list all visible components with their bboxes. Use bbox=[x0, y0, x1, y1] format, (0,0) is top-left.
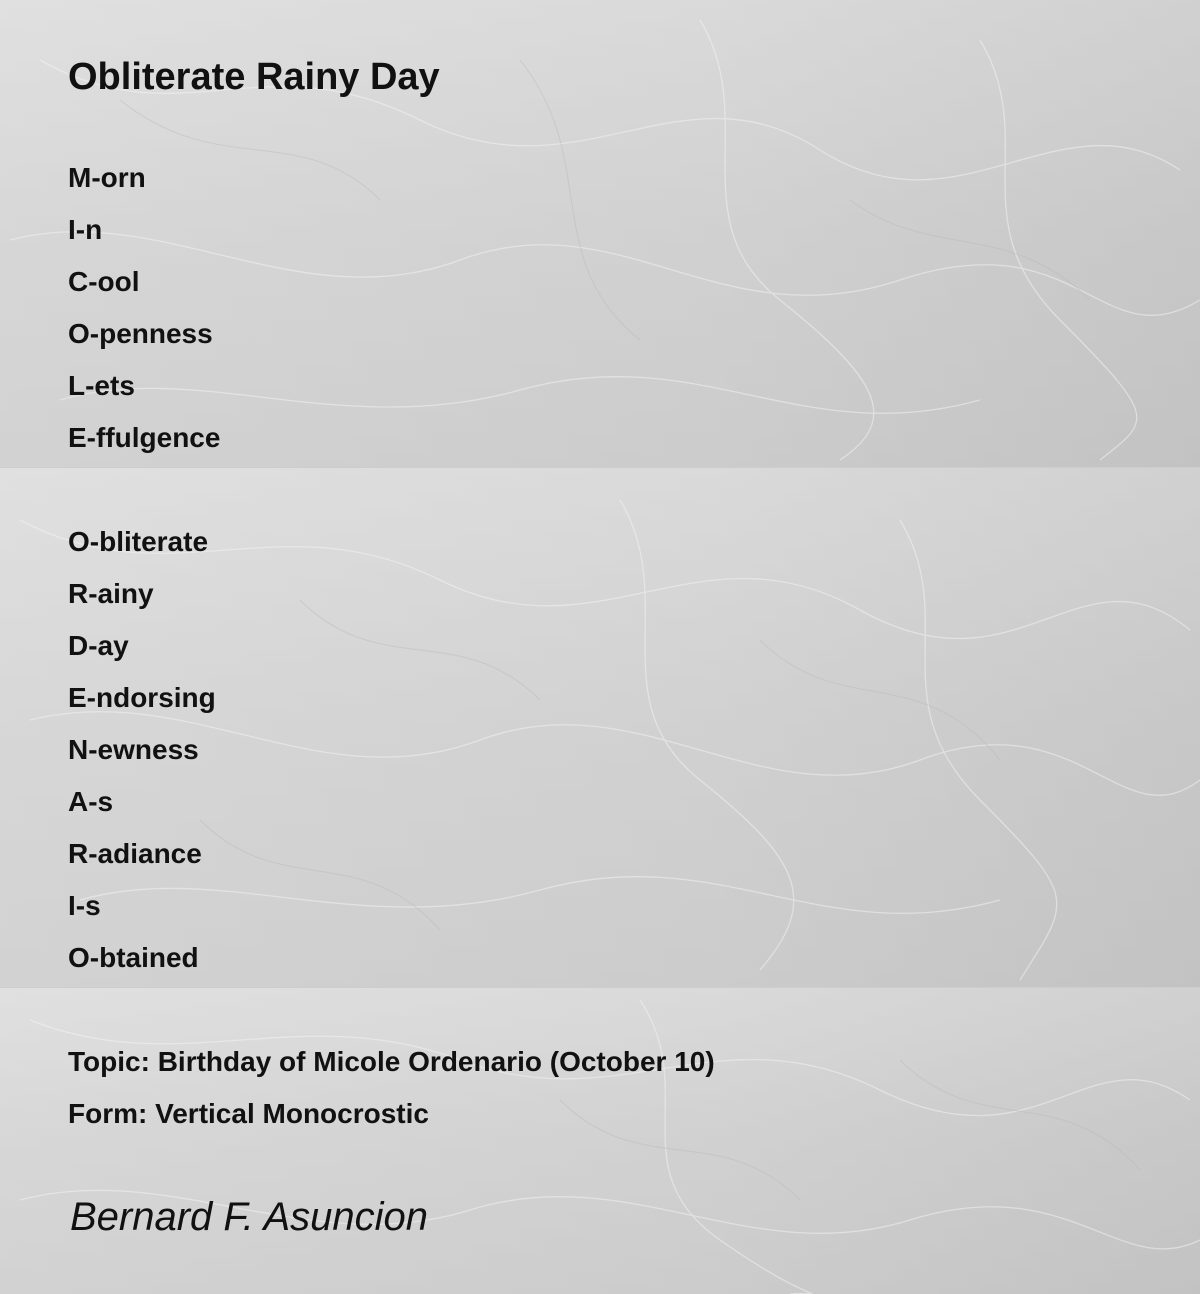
poem-line: O-btained bbox=[68, 942, 199, 973]
poem-line: R-adiance bbox=[68, 838, 202, 869]
poem-line: O-bliterate bbox=[68, 526, 209, 557]
poem-line: R-ainy bbox=[68, 578, 154, 609]
poem-line: L-ets bbox=[68, 370, 135, 401]
poem-line: A-s bbox=[68, 786, 114, 817]
poem-line: D-ay bbox=[68, 630, 129, 661]
poem-topic: Topic: Birthday of Micole Ordenario (October 10) bbox=[68, 1046, 715, 1077]
poem-line: M-orn bbox=[68, 162, 146, 193]
stanza-1 bbox=[68, 152, 220, 464]
poem-line: C-ool bbox=[68, 266, 140, 297]
poem-line: N-ewness bbox=[68, 734, 199, 765]
poem-line: E-ffulgence bbox=[68, 422, 221, 453]
poem-author: Bernard F. Asuncion bbox=[70, 1195, 428, 1239]
poem-title: Obliterate Rainy Day bbox=[68, 56, 440, 98]
poem-line: I-n bbox=[68, 214, 103, 245]
poem-line: E-ndorsing bbox=[68, 682, 216, 713]
poem-meta bbox=[68, 1036, 715, 1140]
poem-line: I-s bbox=[68, 890, 101, 921]
stanza-2 bbox=[68, 516, 216, 984]
poem-line: O-penness bbox=[68, 318, 213, 349]
poem-form: Form: Vertical Monocrostic bbox=[68, 1098, 429, 1129]
